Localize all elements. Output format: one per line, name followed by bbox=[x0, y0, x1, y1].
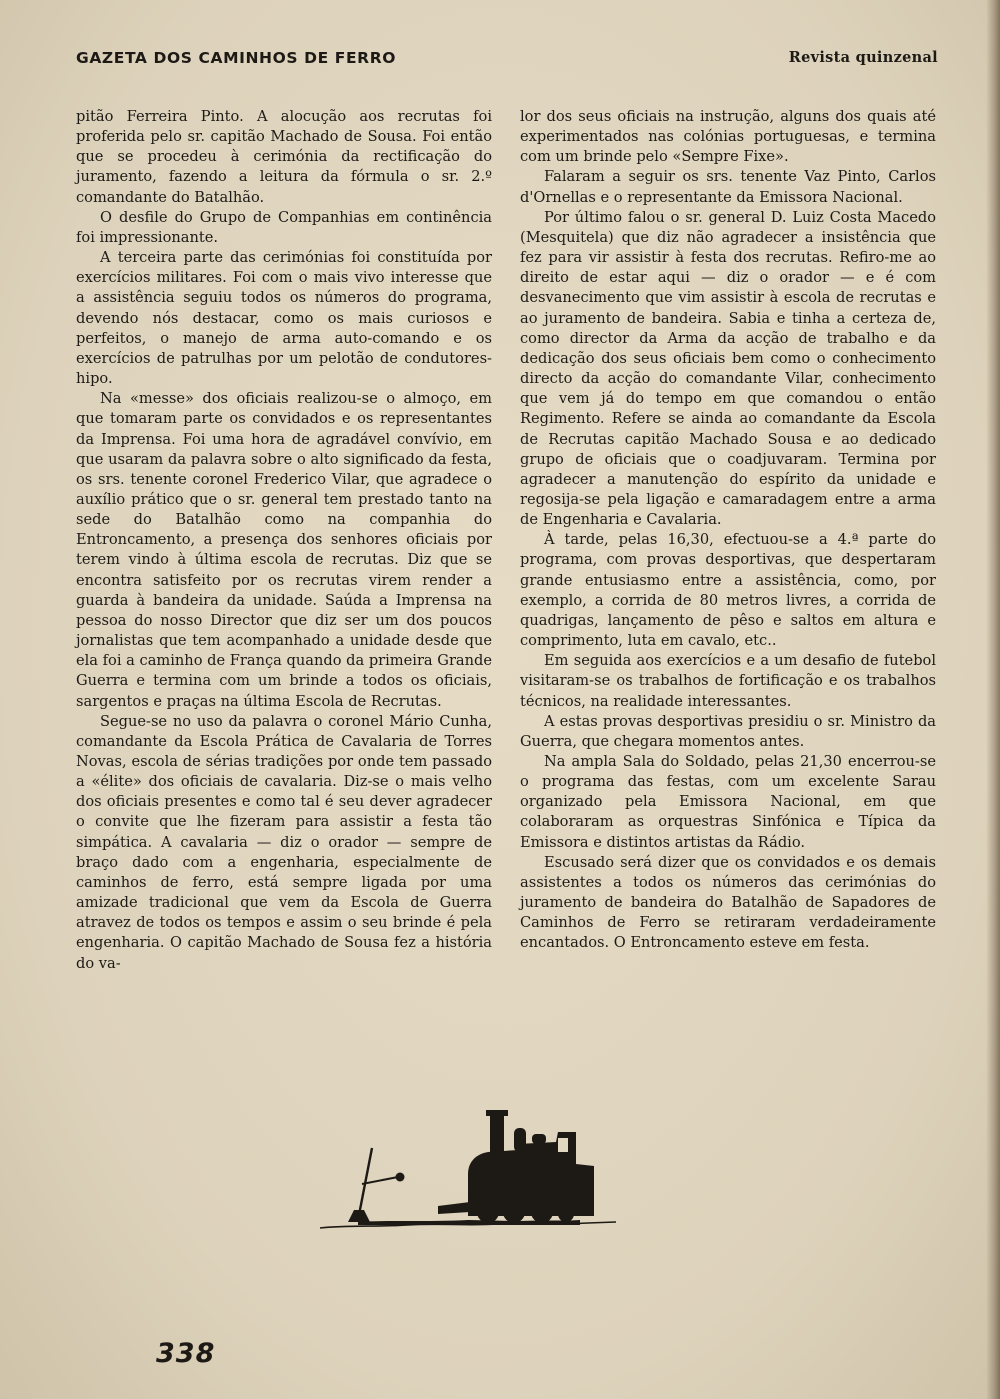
section-title: Revista quinzenal bbox=[788, 49, 938, 66]
paragraph: A estas provas desportivas presidiu o sr. Ministro da Guerra, que chegara momentos antes. bbox=[520, 712, 936, 750]
paragraph: Na «messe» dos oficiais realizou-se o almoço, em que tomaram parte os convidados e os representantes da Imprensa. Foi uma hora de agradável convívio, em que usaram da palavra sobre o alto significado da festa, os srs. tenente coronel Frederico Vilar, que agradece o auxílio prático que o sr. general tem prestado tanto na sede do Batalhão como na companhia do Entroncamento, a presença dos senhores oficiais por terem vindo à última escola de recrutas. Diz que se encontra satisfeito por os recrutas virem render a guarda à bandeira da unidade. Saúda a Imprensa na pessoa do nosso Director que diz ser um dos poucos jornalistas que tem acompanhado a unidade desde que ela foi a caminho de França quando da primeira Grande Guerra e termina com um brinde a todos os oficiais, sargentos e praças na última Escola de Recrutas. bbox=[76, 390, 492, 710]
paragraph: pitão Ferreira Pinto. A alocução aos recrutas foi proferida pelo sr. capitão Machado de Sousa. Foi então que se procedeu à cerimónia da rectificação do juramento, fazendo a leitura da fórmula o sr. 2.º comandante do Batalhão. bbox=[76, 108, 492, 206]
page-number: 338 bbox=[156, 1338, 216, 1369]
page-binding-shadow bbox=[986, 0, 1000, 1399]
paragraph: Escusado será dizer que os convidados e os demais assistentes a todos os números das cerimónias do juramento de bandeira do Batalhão de Sapadores de Caminhos de Ferro se retiraram verdadeiramente encantados. O Entroncamento esteve em festa. bbox=[520, 853, 936, 952]
paragraph: Segue-se no uso da palavra o coronel Mário Cunha, comandante da Escola Prática de Cavalaria de Torres Novas, escola de sérias tradições por onde tem passado a «élite» dos oficiais de cavalaria. Diz-se o mais velho dos oficiais presentes e como tal é seu dever agradecer o convite que lhe fizeram para assistir a festa tão simpática. A cavalaria — diz o orador — sempre de braço dado com a engenharia, especialmente de caminhos de ferro, está sempre ligada por uma amizade tradicional que vem da Escola de Guerra atravez de todos os tempos e assim o seu brinde é pela engenharia. O capitão Machado de Sousa fez a história do va- bbox=[76, 712, 492, 972]
paragraph: Na ampla Sala do Soldado, pelas 21,30 encerrou-se o programa das festas, com um excelente Sarau organizado pela Emissora Nacional, em que colaboraram as orquestras Sinfónica e Típica da Emissora e distintos artistas da Rádio. bbox=[520, 753, 936, 851]
paragraph: A terceira parte das cerimónias foi constituída por exercícios militares. Foi com o mais vivo interesse que a assistência seguiu todos os números do programa, devendo nós destacar, como os mais curiosos e perfeitos, o manejo de arma auto-comando e os exercícios de patrulhas por um pelotão de condutores-hipo. bbox=[76, 249, 492, 388]
left-column bbox=[76, 107, 492, 974]
paragraph: O desfile do Grupo de Companhias em continência foi impressionante. bbox=[76, 208, 492, 246]
steam-locomotive-icon bbox=[318, 1104, 618, 1234]
paragraph: À tarde, pelas 16,30, efectuou-se a 4.ª parte do programa, com provas desportivas, que despertaram grande entusiasmo entre a assistência, como, por exemplo, a corrida de 80 metros livres, a corrida de quadrigas, lançamento de pêso e saltos em altura e comprimento, luta em cavalo, etc.. bbox=[520, 531, 936, 650]
running-header bbox=[76, 49, 938, 73]
paragraph: Falaram a seguir os srs. tenente Vaz Pinto, Carlos d'Ornellas e o representante da Emissora Nacional. bbox=[520, 168, 936, 206]
paragraph: lor dos seus oficiais na instrução, alguns dos quais até experimentados nas colónias portuguesas, e termina com um brinde pelo «Sempre Fixe». bbox=[520, 108, 936, 166]
right-column bbox=[520, 107, 936, 954]
paragraph: Por último falou o sr. general D. Luiz Costa Macedo (Mesquitela) que diz não agradecer a insistência que fez para vir assistir à festa dos recrutas. Refiro-me ao direito de estar aqui — diz o orador — e é com desvanecimento que vim assistir à escola de recrutas e ao juramento de bandeira. Sabia e tinha a certeza de, como director da Arma da acção de trabalho e da dedicação dos seus oficiais bem como o conhecimento directo da acção do comandante Vilar, conhecimento que vem já do tempo em que comandou o então Regimento. Refere se ainda ao comandante da Escola de Recrutas capitão Machado Sousa e ao dedicado grupo de oficiais que o coadjuvaram. Termina por agradecer a manutenção do espírito da unidade e regosija-se pela ligação e camaradagem entre a arma de Engenharia e Cavalaria. bbox=[520, 208, 936, 529]
paragraph: Em seguida aos exercícios e a um desafio de futebol visitaram-se os trabalhos de fortificação e os trabalhos técnicos, na realidade interessantes. bbox=[520, 652, 936, 710]
publication-title: GAZETA DOS CAMINHOS DE FERRO bbox=[76, 49, 397, 67]
